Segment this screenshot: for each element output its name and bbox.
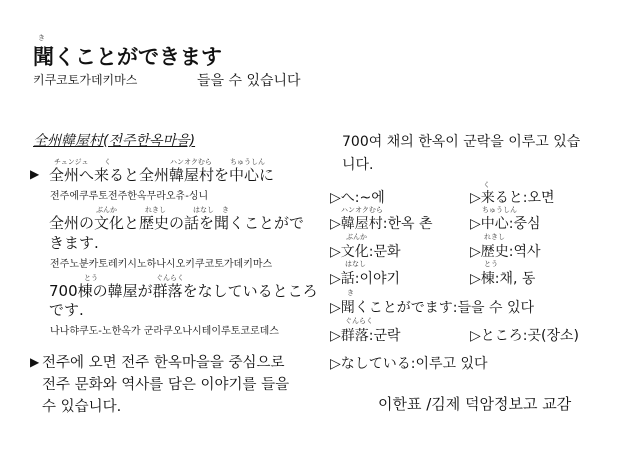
ruby-annotation: チュンジュ <box>54 158 89 166</box>
ruby-annotation: ぐんらく <box>156 274 184 282</box>
ruby-annotation: ぐんらく <box>345 317 373 325</box>
section-heading: 全州韓屋村(전주한옥마을) <box>33 133 196 149</box>
ruby-annotation: はなし <box>345 260 366 268</box>
title-korean-meaning: 들을 수 있습니다 <box>197 73 301 89</box>
bullet-arrow: ▶ <box>30 167 40 181</box>
vocab-item: ▷ところ:곳(장소) <box>470 328 579 344</box>
title-ruby: き <box>38 34 45 42</box>
ruby-annotation: く <box>104 158 111 166</box>
vocab-item: ▷歴史:역사 <box>470 244 541 260</box>
vocab-item: ▷話:이야기 <box>330 271 401 287</box>
ruby-annotation: ちゅうしん <box>230 158 265 166</box>
kr-paragraph-line: 수 있습니다. <box>42 399 122 415</box>
vocab-item: ▷群落:군락 <box>330 328 401 344</box>
kr-reading: 전주노분카토레키시노하나시오키쿠코토가데키마스 <box>50 259 273 270</box>
ruby-annotation: く <box>483 181 490 189</box>
jp-sentence: 700棟の韓屋が群落をなしているところ <box>49 282 318 300</box>
vocab-item: ▷文化:문화 <box>330 244 401 260</box>
ruby-annotation: とう <box>84 274 98 282</box>
jp-sentence: です. <box>49 301 84 319</box>
bullet-arrow: ▶ <box>30 355 40 369</box>
vocab-item: ▷韓屋村:한옥 촌 <box>330 216 433 232</box>
title-korean-reading: 키쿠코토가데키마스 <box>33 73 138 87</box>
vocab-item: ▷聞くことがでます:들을 수 있다 <box>330 300 535 316</box>
kr-paragraph-line: 전주 문화와 역사를 담은 이야기를 들을 <box>42 377 290 393</box>
vocab-item: ▷棟:채, 동 <box>470 271 536 287</box>
vocab-item: ▷中心:중심 <box>470 216 541 232</box>
jp-sentence: 全州の文化と歴史の話を聞くことがで <box>49 214 305 232</box>
vocab-item: ▷へ:~에 <box>330 190 385 206</box>
author-credit: 이한표 /김제 덕암정보고 교감 <box>378 395 572 413</box>
ruby-annotation: ハンオクむら <box>170 158 212 166</box>
kr-paragraph-line: 전주에 오면 전주 한옥마을을 중심으로 <box>42 355 285 371</box>
kr-reading: 전주에쿠루토전주한옥무라오츄-싱니 <box>50 191 209 202</box>
kr-paragraph-line: 니다. <box>342 157 374 173</box>
kr-paragraph-line: 700여 채의 한옥이 군락을 이루고 있습 <box>342 134 581 150</box>
ruby-annotation: とう <box>484 260 498 268</box>
vocab-item: ▷来ると:오면 <box>470 190 555 206</box>
ruby-annotation: ちゅうしん <box>482 206 517 214</box>
ruby-annotation: き <box>347 289 354 297</box>
ruby-annotation: れきし <box>484 233 505 241</box>
page-title: 聞くことができます <box>33 45 222 69</box>
ruby-annotation: れきし <box>145 206 166 214</box>
jp-sentence: 全州へ来ると全州韓屋村を中心に <box>49 166 275 184</box>
ruby-annotation: き <box>222 206 229 214</box>
ruby-annotation: ぶんか <box>96 206 117 214</box>
kr-reading: 나나햐쿠도-노한옥가 군라쿠오나시테이루토코로데스 <box>50 326 279 337</box>
jp-sentence: きます. <box>49 234 99 252</box>
vocab-item: ▷なしている:이루고 있다 <box>330 356 488 372</box>
ruby-annotation: はなし <box>193 206 214 214</box>
ruby-annotation: ハンオクむら <box>341 206 383 214</box>
ruby-annotation: ぶんか <box>346 233 367 241</box>
